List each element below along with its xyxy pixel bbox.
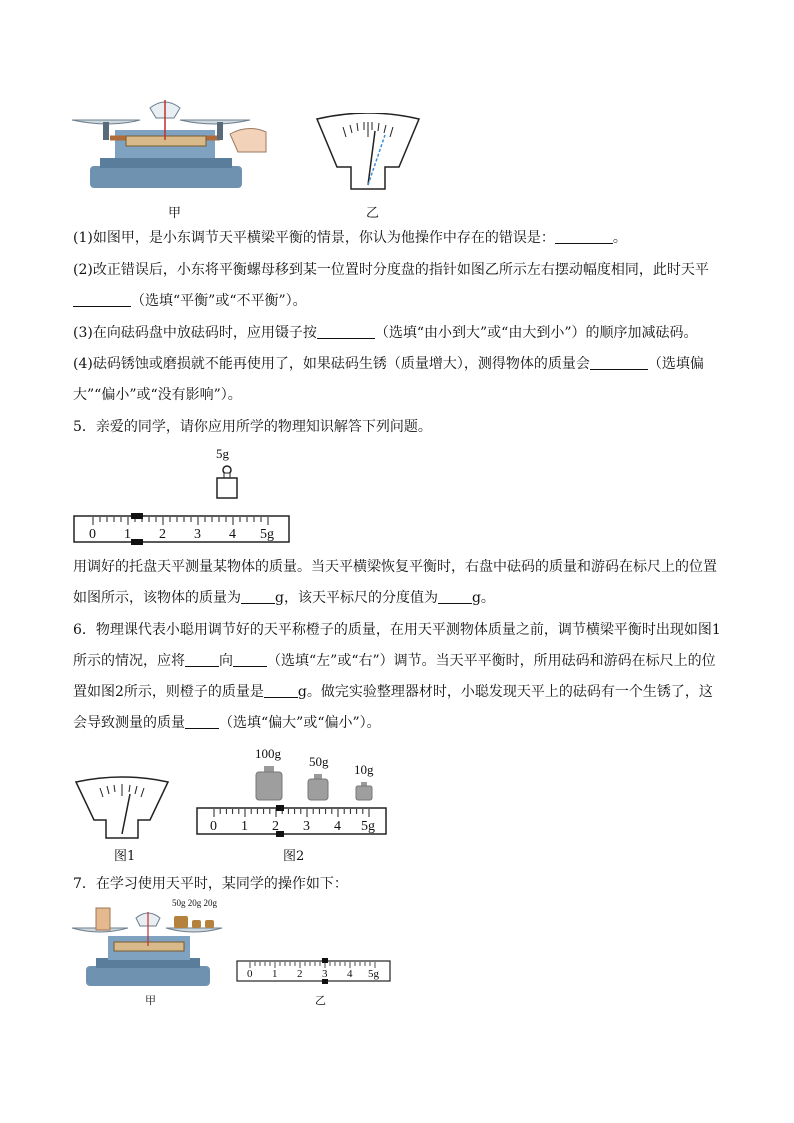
q6-text-2: 向	[219, 653, 233, 669]
q7-tick-label: 3	[322, 968, 328, 980]
answer-blank[interactable]	[185, 652, 219, 667]
q5-tick-label: 3	[194, 527, 201, 542]
q4-part1	[73, 223, 721, 254]
q5-weight-label: 5g	[216, 446, 229, 461]
q5-body-end: g。	[471, 590, 495, 606]
q7-tick-label: 4	[347, 968, 353, 980]
q6-body	[73, 615, 721, 739]
q7-title: 7．在学习使用天平时，某同学的操作如下：	[73, 876, 348, 892]
q6-tick-label: 4	[334, 819, 341, 834]
figure-caption-yi: 乙	[366, 206, 380, 221]
q5-weight-icon	[214, 464, 240, 500]
q5-title: 5．亲爱的同学，请你应用所学的物理知识解答下列问题。	[73, 419, 432, 435]
q5-ruler	[73, 511, 291, 547]
q6-figure1-dial	[72, 776, 172, 842]
q4-part4-text: (4)砝码锈蚀或磨损就不能再使用了，如果砝码生锈（质量增大），测得物体的质量会	[73, 356, 590, 372]
q6-tick-label: 3	[303, 819, 310, 834]
q6-weight-10g-label: 10g	[354, 762, 374, 777]
q7-tick-label: 0	[247, 968, 253, 980]
q6-caption-figure2: 图2	[283, 849, 305, 864]
q7-tick-label: 2	[297, 968, 303, 980]
q5-tick-label: 0	[89, 527, 96, 542]
q4-part3-end: （选填“由小到大”或“由大到小”）的顺序加减砝码。	[374, 325, 698, 341]
answer-blank[interactable]	[185, 714, 219, 729]
q6-caption-figure1: 图1	[114, 849, 136, 864]
answer-blank[interactable]	[241, 589, 275, 604]
q7-tick-label: 5g	[368, 968, 379, 980]
q5-tick-label: 2	[159, 527, 166, 542]
figure-caption-jia: 甲	[168, 206, 182, 221]
figure-q7-balance-jia	[70, 906, 230, 990]
q7-ruler	[236, 957, 392, 985]
q6-text-1: 6．物理课代表小聪用调节好的天平称橙子的质量，在用天平测物体质量之前，调节横梁平衡时出现如图1所示的情况，应将	[73, 622, 721, 669]
q6-tick-label: 2	[272, 819, 279, 834]
figure-balance-jia	[70, 94, 270, 194]
answer-blank[interactable]	[555, 229, 613, 244]
q7-caption-yi: 乙	[315, 994, 326, 1007]
answer-blank[interactable]	[590, 355, 648, 370]
q6-text-5: （选填“偏大”或“偏小”）。	[219, 715, 381, 731]
q7-tick-label: 1	[272, 968, 278, 980]
answer-blank[interactable]	[438, 589, 472, 604]
q4-part2	[73, 255, 721, 317]
q5-tick-label: 4	[229, 527, 236, 542]
answer-blank[interactable]	[73, 292, 131, 307]
q4-part4-end: （选填偏大”“偏小”或“没有影响”）。	[73, 356, 704, 403]
q6-tick-label: 5g	[361, 819, 375, 834]
q4-part1-end: 。	[612, 230, 627, 246]
q6-tick-label: 0	[210, 819, 217, 834]
answer-blank[interactable]	[317, 324, 375, 339]
q6-text-3: （选填“左”或“右”）调节。当天平平衡时，所用砝码和游码在标尺上的位置如图2所示，则橙子的质量是	[73, 653, 716, 700]
q6-weights-icon	[250, 762, 380, 802]
q7-weights-label: 50g 20g 20g	[172, 898, 217, 908]
q4-part4	[73, 349, 721, 411]
q5-body-text: 用调好的托盘天平测量某物体的质量。当天平横梁恢复平衡时，右盘中砝码的质量和游码在标尺上的位置如图所示，该物体的质量为	[73, 559, 717, 606]
q5-body-mid: g，该天平标尺的分度值为	[275, 590, 438, 606]
q6-weight-100g-label: 100g	[255, 746, 281, 761]
q5-tick-label: 1	[124, 527, 131, 542]
q4-part1-text: (1)如图甲，是小东调节天平横梁平衡的情景，你认为他操作中存在的错误是：	[73, 230, 555, 246]
answer-blank[interactable]	[264, 683, 298, 698]
q6-text-4: g。做完实验整理器材时，小聪发现天平上的砝码有一个生锈了，这会导致测量的质量	[73, 684, 713, 731]
q5-body	[73, 552, 721, 614]
q7-caption-jia: 甲	[145, 994, 156, 1007]
q6-tick-label: 1	[241, 819, 248, 834]
q4-part3	[73, 318, 721, 349]
figure-dial-yi	[313, 113, 423, 193]
answer-blank[interactable]	[233, 652, 267, 667]
q5-tick-label: 5g	[260, 527, 274, 542]
q4-part2-end: （选填“平衡”或“不平衡”）。	[131, 293, 307, 309]
q4-part2-text: (2)改正错误后，小东将平衡螺母移到某一位置时分度盘的指针如图乙所示左右摆动幅度相同，此时天平	[73, 262, 709, 278]
q6-weight-50g-label: 50g	[309, 754, 329, 769]
q4-part3-text: (3)在向砝码盘中放砝码时，应用镊子按	[73, 325, 317, 341]
q6-ruler	[196, 803, 388, 839]
